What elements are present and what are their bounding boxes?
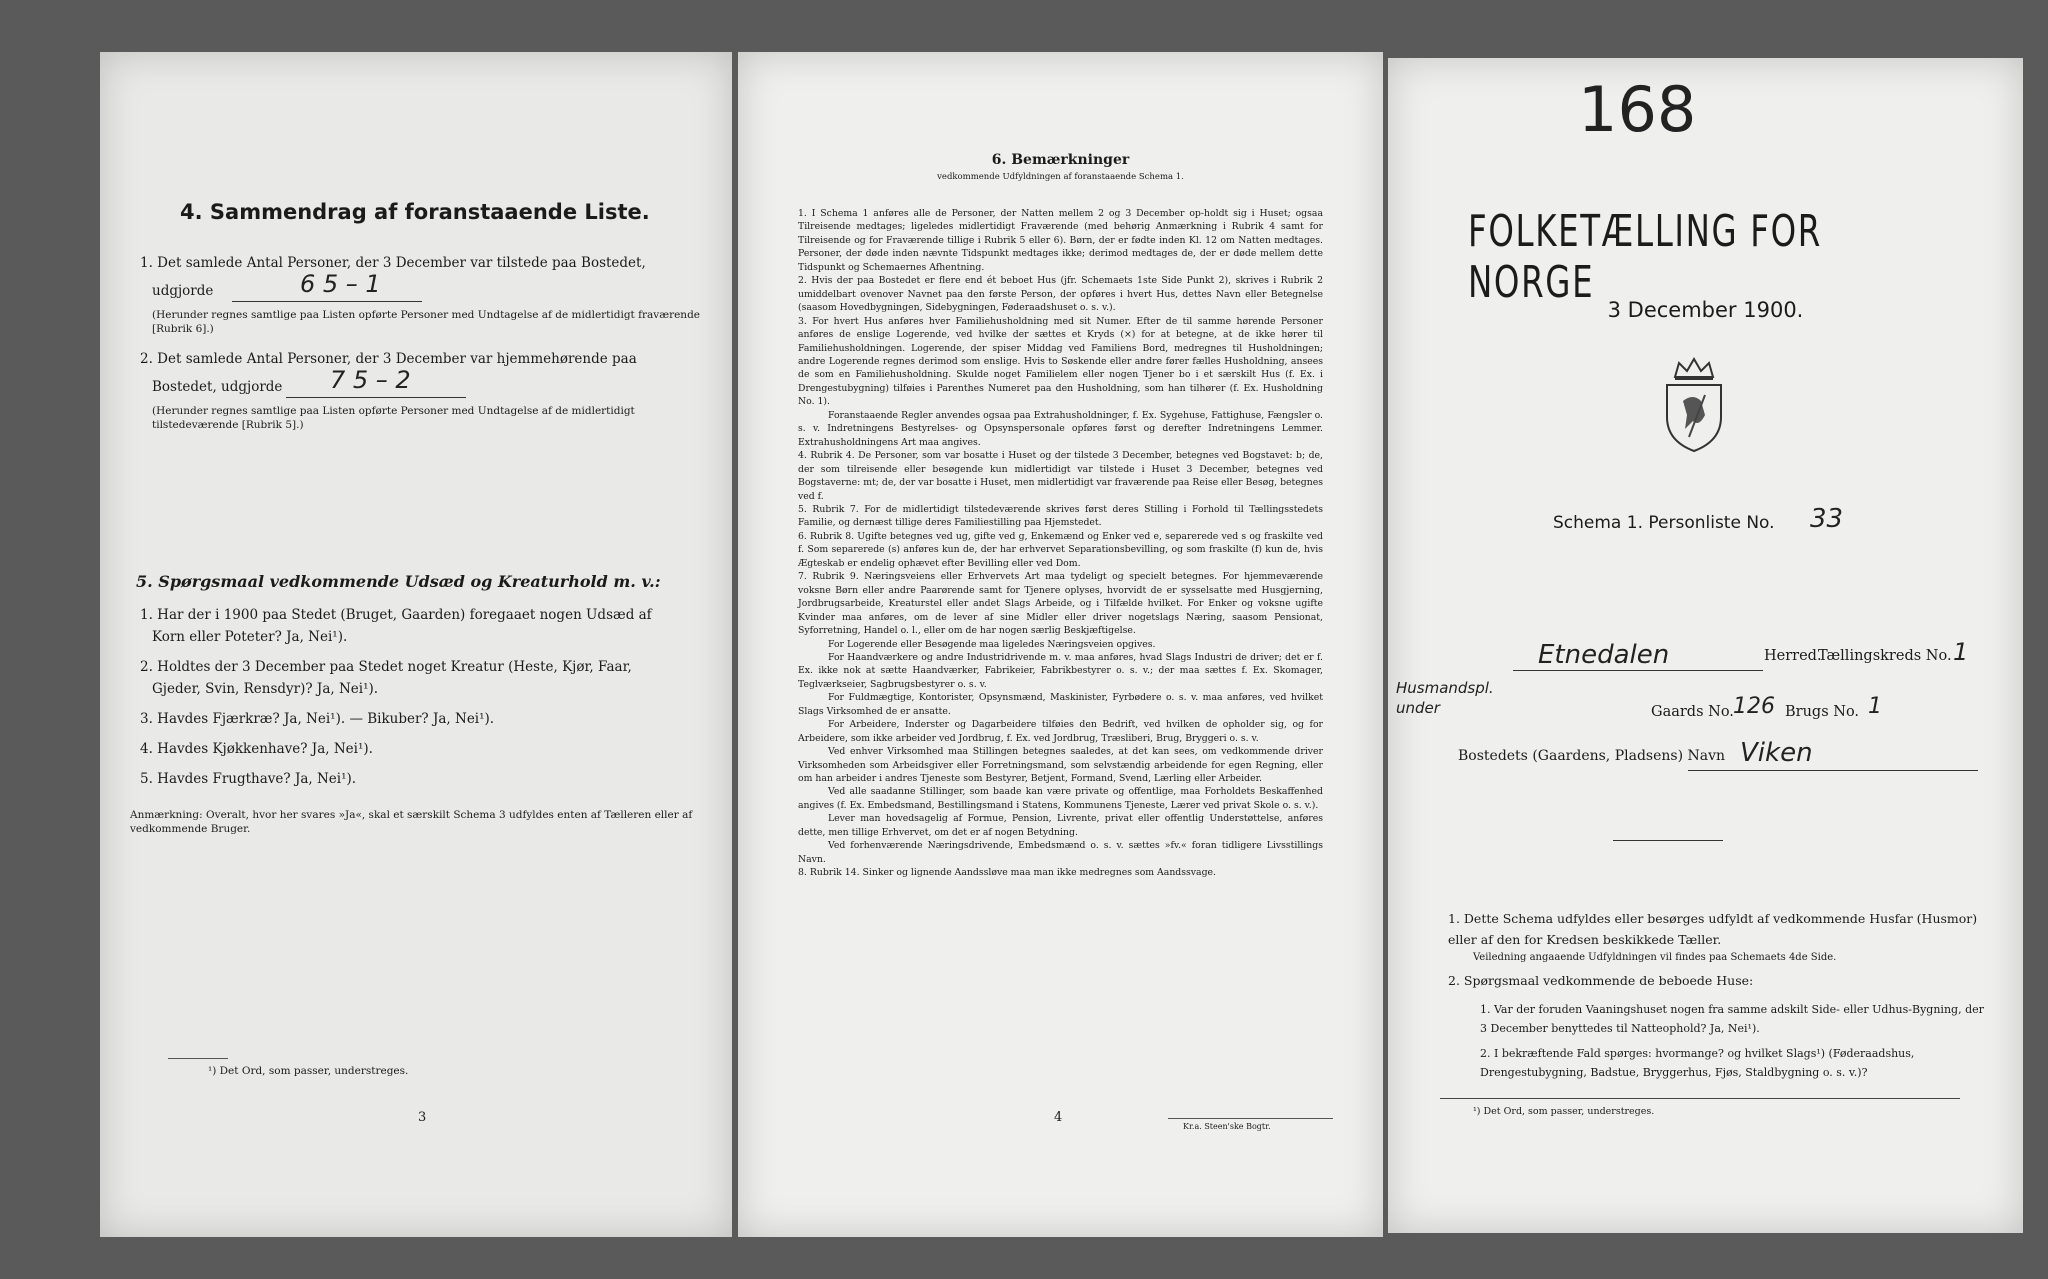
page-number: 3 xyxy=(418,1110,427,1125)
taellingskreds-label: Tællingskreds No. xyxy=(1818,648,1952,664)
remark-8: 8. Rubrik 14. Sinker og lignende Aandssløve maa man ikke medregnes som Aandssvage. xyxy=(798,867,1216,879)
remarks-subtitle: vedkommende Udfyldningen af foranstaaende Schema 1. xyxy=(937,172,1184,182)
remarks-list xyxy=(798,207,1323,880)
coat-of-arms-icon xyxy=(1655,355,1733,455)
remark-7i: Ved forhenværende Næringsdrivende, Embedsmænd o. s. v. sættes »fv.« foran tidligere Livsstillings Navn. xyxy=(798,840,1323,865)
item2-handwritten: 7 5 – 2 xyxy=(330,366,411,394)
instruction-2: 2. Spørgsmaal vedkommende de beboede Huse: xyxy=(1448,973,1754,988)
remark-7h: Lever man hovedsagelig af Formue, Pension, Livrente, privat eller offentlig Understøttelse, anføres dette, men tillige Erhvervet, om det er af nogen Betydning. xyxy=(798,813,1323,838)
section4-title: 4. Sammendrag af foranstaaende Liste. xyxy=(180,200,650,224)
bosted-value: Viken xyxy=(1740,738,1813,768)
page-middle xyxy=(738,52,1383,1237)
item2-note: (Herunder regnes samtlige paa Listen opførte Personer med Undtagelse af de midlertidigt tilstedeværende [Rubrik 5].) xyxy=(152,405,635,431)
page-right xyxy=(1388,58,2023,1233)
q4: 4. Havdes Kjøkkenhave? Ja, Nei¹). xyxy=(140,741,373,757)
anmerkning: Anmærkning: Overalt, hvor her svares »Ja«, skal et særskilt Schema 3 udfyldes enten af Tælleren eller af vedkommende Bruger. xyxy=(130,809,693,835)
q5: 5. Havdes Frugthave? Ja, Nei¹). xyxy=(140,771,357,787)
q1-line2: Korn eller Poteter? Ja, Nei¹). xyxy=(152,629,348,645)
q2-line2: Gjeder, Svin, Rensdyr)? Ja, Nei¹). xyxy=(152,681,379,697)
brugs-label: Brugs No. xyxy=(1785,704,1860,720)
instruction-1-note: Veiledning angaaende Udfyldningen vil findes paa Schemaets 4de Side. xyxy=(1473,952,1837,963)
census-title: FOLKETÆLLING FOR NORGE xyxy=(1468,206,1822,308)
item2-bostedet: Bostedet, udgjorde xyxy=(152,379,283,395)
brugs-value: 1 xyxy=(1868,694,1882,719)
remark-3: 3. For hvert Hus anføres hver Familiehusholdning med sit Numer. Efter de til samme hørende Personer anføres de enslige Logerende, ved hvilke der sættes et Kryds (×) for at betegne, at de ikke hører til Familiehusholdningen. Logerende, der spiser Middag ved Familiens Bord, medregnes til Husholdningen; andre Logerende regnes derimod som enslige. Hvis to Søskende eller andre fører fælles Husholdning, ansees de som en Familiehusholdning. Skulde noget Familielem eller nogen Tjener bo i et særskilt Hus (f. Ex. i Drengestubygning) tilføies i Parenthes Numeret paa den Husholdning, som han tilhører (f. Ex. Husholdning No. 1). xyxy=(798,315,1323,408)
item1-handwritten: 6 5 – 1 xyxy=(300,270,381,298)
archive-number: 168 xyxy=(1578,73,1697,146)
page-left xyxy=(100,52,732,1237)
remark-4: 4. Rubrik 4. De Personer, som var bosatte i Huset og der tilstede 3 December, betegnes ved Bogstavet: b; de, der som tilreisende eller besøgende kun midlertidigt var tilstede i Huset 3 December, betegnes ved Bogstaverne: mt; de, der var bosatte i Huset, men midlertidigt var fraværende paa Reise eller Besøg, betegnes ved f. xyxy=(798,450,1323,502)
remark-7g: Ved alle saadanne Stillinger, som baade kan være private og offentlige, maa Forholdets Beskaffenhed angives (f. Ex. Embedsmand, Bestillingsmand i Statens, Kommunens Tjeneste, Lærer ved privat Skole o. s. v.). xyxy=(798,786,1323,811)
instruction-1: 1. Dette Schema udfyldes eller besørges udfyldt af vedkommende Husfar (Husmor) eller af den for Kredsen beskikkede Tæller. xyxy=(1448,911,1978,947)
item1-note: (Herunder regnes samtlige paa Listen opførte Personer med Undtagelse af de midlertidigt fraværende [Rubrik 6].) xyxy=(152,309,701,335)
remark-3b: Foranstaaende Regler anvendes ogsaa paa Extrahusholdninger, f. Ex. Sygehuse, Fattighuse, Fængsler o. s. v. Indretningens Bestyrelses- og Opsynspersonale opføres først og derefter Indretningens Lemmer. Extrahusholdningens Art maa angives. xyxy=(798,409,1323,448)
printer-name: Kr.a. Steen'ske Bogtr. xyxy=(1183,1122,1271,1131)
remark-5: 5. Rubrik 7. For de midlertidigt tilstedeværende skrives først deres Stilling i Forhold til Tællingsstedets Familie, og dernæst tillige deres Familiestilling paa Hjemstedet. xyxy=(798,503,1323,529)
herred-value: Etnedalen xyxy=(1538,640,1670,670)
census-date: 3 December 1900. xyxy=(1607,298,1804,322)
instruction-2-2: 2. I bekræftende Fald spørges: hvormange? og hvilket Slags¹) (Føderaadshus, Drengestubygning, Badstue, Bryggerhus, Fjøs, Staldbygning o. s. v.)? xyxy=(1480,1047,1915,1079)
remark-2: 2. Hvis der paa Bostedet er flere end ét beboet Hus (jfr. Schemaets 1ste Side Punkt 2), skrives i Rubrik 2 umiddelbart ovenover Navnet paa den første Person, der opføres i hvert Hus, dettes Navn eller Betegnelse (saasom Hovedbygningen, Sidebygningen, Føderaadshuset o. s. v.). xyxy=(798,275,1323,314)
q2-line1: 2. Holdtes der 3 December paa Stedet noget Kreatur (Heste, Kjør, Faar, xyxy=(140,659,632,675)
item2-text: 2. Det samlede Antal Personer, der 3 December var hjemmehørende paa xyxy=(140,351,637,367)
section5-title: 5. Spørgsmaal vedkommende Udsæd og Kreaturhold m. v.: xyxy=(136,572,661,591)
personliste-no: 33 xyxy=(1810,504,1844,534)
schema-label: Schema 1. Personliste No. xyxy=(1553,513,1775,533)
taellingskreds-value: 1 xyxy=(1953,638,1969,666)
bosted-label: Bostedets (Gaardens, Pladsens) Navn xyxy=(1458,748,1726,764)
remark-1: 1. I Schema 1 anføres alle de Personer, der Natten mellem 2 og 3 December op-holdt sig i Huset; ogsaa Tilreisende medtages; ligeledes midlertidigt Fraværende (med behørig Anmærkning i Rubrik 4 samt for Tilreisende og for Fraværende tillige i Rubrik 5 eller 6). Børn, der er fødte inden Kl. 12 om Natten medtages. Personer, der døde inden nævnte Tidspunkt medtages ikke; derimod medtages de, der er døde mellem dette Tidspunkt og Schemaernes Afhentning. xyxy=(798,208,1323,273)
footnote: ¹) Det Ord, som passer, understreges. xyxy=(208,1065,409,1077)
remark-7d: For Fuldmægtige, Kontorister, Opsynsmænd, Maskinister, Fyrbødere o. s. v. maa anføres, ved hvilket Slags Virksomhed de er ansatte. xyxy=(798,692,1323,717)
remark-7c: For Haandværkere og andre Industridrivende m. v. maa anføres, hvad Slags Industri de driver; det er f. Ex. ikke nok at sætte Haandværker, Fabrikeier, Fabrikbestyrer o. s. v.; der maa sættes f. Ex. Skomager, Teglværkseier, Sagbrugsbestyrer o. s. v. xyxy=(798,651,1323,690)
q1-line1: 1. Har der i 1900 paa Stedet (Bruget, Gaarden) foregaaet nogen Udsæd af xyxy=(140,607,652,623)
remark-6: 6. Rubrik 8. Ugifte betegnes ved ug, gifte ved g, Enkemænd og Enker ved e, separerede ved s og fraskilte ved f. Som separerede (s) anføres kun de, der har erhvervet Separationsbevilling, og som fraskilte (f) kun de, hvis Ægteskab er endelig ophævet efter Bevilling eller ved Dom. xyxy=(798,530,1323,569)
q3: 3. Havdes Fjærkræ? Ja, Nei¹). — Bikuber? Ja, Nei¹). xyxy=(140,711,495,727)
remarks-title: 6. Bemærkninger xyxy=(991,152,1130,168)
remark-7: 7. Rubrik 9. Næringsveiens eller Erhvervets Art maa tydeligt og specielt betegnes. For hjemmeværende voksne Børn eller andre Paarørende samt for Tjenere oplyses, hvorvidt de er sysselsatte med Husgjerning, Jordbrugsarbeide, Kreaturstel eller andet Slags Arbeide, og i Tilfælde hvilket. For Enker og voksne ugifte Kvinder maa anføres, om de lever af sine Midler eller driver nogetslags Næring, saasom Pensionat, Syforretning, Handel o. l., eller om de har nogen særlig Beskjæftigelse. xyxy=(798,571,1323,637)
gaards-label: Gaards No. xyxy=(1651,704,1734,720)
instruction-2-1: 1. Var der foruden Vaaningshuset nogen fra samme adskilt Side- eller Udhus-Bygning, der 3 December benyttedes til Natteophold? Ja, Nei¹). xyxy=(1480,1003,1984,1035)
herred-label: Herred. xyxy=(1764,648,1822,664)
page-number: 4 xyxy=(1054,1110,1063,1125)
item1-text: 1. Det samlede Antal Personer, der 3 December var tilstede paa Bostedet, xyxy=(140,255,646,271)
remark-7b: For Logerende eller Besøgende maa ligeledes Næringsveien opgives. xyxy=(828,638,1156,650)
item1-udgjorde: udgjorde xyxy=(152,283,214,299)
footnote: ¹) Det Ord, som passer, understreges. xyxy=(1473,1106,1655,1117)
remark-7f: Ved enhver Virksomhed maa Stillingen betegnes saaledes, at det kan sees, om vedkommende driver Virksomheden som Arbeidsgiver eller Forretningsmand, som selvstændig arbeidende for egen Regning, eller om han arbeider i andres Tjeneste som Bestyrer, Betjent, Formand, Svend, Lærling eller Arbeider. xyxy=(798,746,1323,785)
margin-note: Husmandspl. under xyxy=(1396,679,1494,717)
gaards-value: 126 xyxy=(1733,694,1775,719)
remark-7e: For Arbeidere, Inderster og Dagarbeidere tilføies den Bedrift, ved hvilken de opholder sig, og for Arbeidere, som ikke arbeider ved Jordbrug, f. Ex. ved Jordbrug, Træsliberi, Brug, Bryggeri o. s. v. xyxy=(798,719,1323,744)
